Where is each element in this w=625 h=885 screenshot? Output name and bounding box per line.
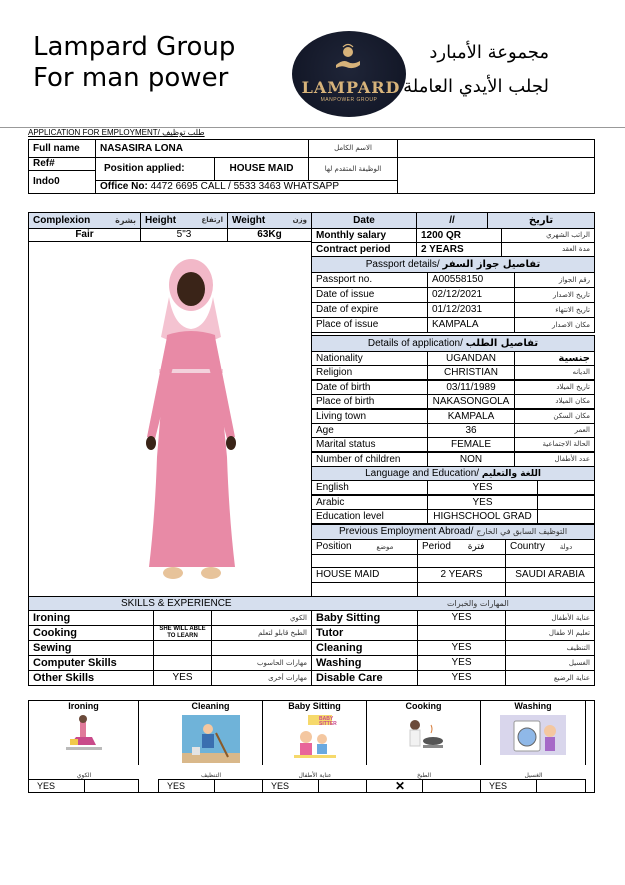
- previous-section-title: [311, 524, 595, 540]
- passport-row-value: A00558150: [427, 272, 515, 288]
- skills-title-en: SKILLS & EXPERIENCE: [121, 598, 232, 609]
- complexion-header: [28, 212, 141, 229]
- salary-ar: الراتب الشهري: [501, 228, 595, 243]
- language-title-en: Language and Education/: [365, 468, 480, 479]
- date-header: Date: [311, 212, 417, 229]
- language-title-ar: اللغة والتعليم: [481, 469, 541, 479]
- prev-position-label: Position: [316, 541, 352, 552]
- full-name-label: Full name: [28, 139, 96, 158]
- company-line-1: Lampard Group: [33, 32, 236, 62]
- baby-sitter-sign: BABY SITTER: [319, 716, 337, 727]
- passport-row-label: Date of issue: [311, 287, 428, 303]
- skill-left-label: Computer Skills: [28, 655, 154, 671]
- skill-left-value: [153, 655, 212, 671]
- passport-row-ar: رقم الجواز: [514, 272, 595, 288]
- application-row-value: UGANDAN: [427, 351, 515, 366]
- skill-left-ar: [211, 640, 312, 656]
- passport-row-value: 01/12/2031: [427, 302, 515, 318]
- language-row-value: YES: [427, 480, 538, 495]
- application-row-label: Date of birth: [311, 380, 428, 395]
- skills-title-ar: المهارات والخبرات: [447, 599, 509, 608]
- icon-column-ar: الغسيل: [524, 772, 543, 779]
- prev-period-value: 2 YEARS: [417, 567, 506, 583]
- complexion-ar: بشرة: [115, 216, 136, 225]
- application-row-label: Marital status: [311, 437, 428, 452]
- prev-period-ar: فترة: [467, 542, 485, 552]
- height-ar: ارتفاع: [201, 216, 223, 224]
- application-row-value: NON: [427, 452, 515, 467]
- language-row-label: English: [311, 480, 428, 495]
- full-name-value: NASASIRA LONA: [95, 139, 309, 158]
- skill-right-value: YES: [417, 640, 506, 656]
- period-label: Contract period: [311, 242, 417, 257]
- previous-title-ar: التوظيف السابق في الخارج: [476, 527, 568, 536]
- skill-left-ar: مهارات الحاسوب: [211, 655, 312, 671]
- language-row-blank: [537, 480, 595, 495]
- application-row-label: Place of birth: [311, 394, 428, 409]
- prev-position-ar: موضع: [376, 543, 394, 551]
- passport-row-value: 02/12/2021: [427, 287, 515, 303]
- candidate-photo: [129, 257, 259, 587]
- application-row-ar: مكان السكن: [514, 409, 595, 424]
- application-row-value: FEMALE: [427, 437, 515, 452]
- prev-blank-6: [505, 582, 595, 597]
- company-ar-line-2: لجلب الأيدي العاملة: [403, 76, 549, 97]
- skill-right-ar: التنظيف: [505, 640, 595, 656]
- indo-label: Indo0: [28, 170, 96, 194]
- passport-title-en: Passport details/: [365, 259, 440, 270]
- icon-column-ar: التنظيف: [200, 772, 222, 779]
- washing-icon: [481, 713, 586, 765]
- baby-sitting-icon: [263, 713, 367, 765]
- passport-row-ar: تاريخ الاصدار: [514, 287, 595, 303]
- salary-label: Monthly salary: [311, 228, 417, 243]
- prev-blank-4: [311, 582, 418, 597]
- icon-column-title: Cooking: [367, 701, 481, 714]
- top-info-blank: [397, 157, 595, 194]
- header: [0, 0, 625, 128]
- office-value: 4472 6695 CALL / 5533 3463 WHATSAPP: [150, 181, 340, 192]
- application-row-label: Number of children: [311, 452, 428, 467]
- prev-position-header: [311, 539, 418, 555]
- passport-row-label: Passport no.: [311, 272, 428, 288]
- company-name-en: [33, 32, 235, 94]
- icon-column-title: Cleaning: [159, 701, 263, 714]
- height-value: 5"3: [140, 228, 228, 242]
- skill-left-ar: الكوي: [211, 610, 312, 626]
- icon-column-value: ✕: [366, 779, 481, 793]
- skill-left-ar: الطبخ قابلو لتعلم: [211, 625, 312, 641]
- language-row-value: HIGHSCHOOL GRAD: [427, 509, 538, 524]
- icon-value-divider: [422, 779, 423, 793]
- height-label: Height: [145, 215, 177, 226]
- icon-value-divider: [318, 779, 319, 793]
- icon-column-ar: عناية الأطفال: [298, 772, 332, 779]
- skill-right-ar: تعليم الا طفال: [505, 625, 595, 641]
- skill-right-label: Tutor: [311, 625, 418, 641]
- icon-column-title: Baby Sitting: [263, 701, 367, 714]
- icon-column-value: YES: [480, 779, 586, 793]
- language-row-blank: [537, 509, 595, 524]
- company-logo: [292, 31, 406, 117]
- application-row-value: CHRISTIAN: [427, 365, 515, 380]
- previous-title-en: Previous Employment Abroad/: [338, 526, 474, 537]
- skill-right-ar: عناية الأطفال: [505, 610, 595, 626]
- passport-row-ar: مكان الاصدار: [514, 317, 595, 333]
- weight-value: 63Kg: [227, 228, 312, 242]
- application-row-ar: مكان الميلاد: [514, 394, 595, 409]
- skill-right-label: Disable Care: [311, 670, 418, 686]
- icon-column-title: Ironing: [29, 701, 139, 714]
- complexion-value: Fair: [28, 228, 141, 242]
- skill-left-label: Other Skills: [28, 670, 154, 686]
- skill-left-value: [153, 610, 212, 626]
- language-row-label: Arabic: [311, 495, 428, 510]
- photo-frame: [28, 241, 312, 597]
- prev-country-header: [505, 539, 595, 555]
- weight-header: [227, 212, 312, 229]
- icon-column-value: YES: [28, 779, 139, 793]
- application-row-ar: عدد الأطفال: [514, 452, 595, 467]
- position-value: HOUSE MAID: [214, 157, 309, 181]
- application-row-label: Living town: [311, 409, 428, 424]
- cleaning-icon: [159, 713, 263, 765]
- ref-label: Ref#: [28, 157, 96, 171]
- prev-period-header: [417, 539, 506, 555]
- skill-right-ar: الغسيل: [505, 655, 595, 671]
- logo-subtext: MANPOWER GROUP: [320, 97, 378, 103]
- skill-left-value: [153, 640, 212, 656]
- skill-left-label: Sewing: [28, 640, 154, 656]
- skill-right-label: Cleaning: [311, 640, 418, 656]
- prev-country-ar: دولة: [559, 543, 573, 551]
- prev-blank-1: [311, 554, 418, 568]
- language-row-label: Education level: [311, 509, 428, 524]
- salary-value: 1200 QR: [416, 228, 502, 243]
- skill-left-label: Cooking: [28, 625, 154, 641]
- application-row-value: NAKASONGOLA: [427, 394, 515, 409]
- application-title-en: Details of application/: [367, 338, 463, 349]
- logo-text: LAMPARD: [301, 78, 401, 97]
- prev-position-value: HOUSE MAID: [311, 567, 418, 583]
- application-row-label: Nationality: [311, 351, 428, 366]
- icon-column-ar: الطبخ: [416, 772, 432, 779]
- passport-row-value: KAMPALA: [427, 317, 515, 333]
- logo-hand-icon: [333, 43, 363, 73]
- company-line-2: For man power: [33, 63, 229, 93]
- passport-row-label: Place of issue: [311, 317, 428, 333]
- skill-left-label: Ironing: [28, 610, 154, 626]
- weight-label: Weight: [232, 215, 266, 226]
- full-name-extra: [397, 139, 595, 158]
- position-ar: الوظيفة المتقدم لها: [308, 157, 398, 181]
- prev-blank-2: [417, 554, 506, 568]
- skill-right-label: Washing: [311, 655, 418, 671]
- height-header: [140, 212, 228, 229]
- prev-period-label: Period: [422, 541, 451, 552]
- application-row-ar: العمر: [514, 423, 595, 438]
- passport-row-label: Date of expire: [311, 302, 428, 318]
- position-label: Position applied:: [95, 157, 215, 181]
- skill-right-value: [417, 625, 506, 641]
- date-value: //: [416, 212, 488, 229]
- application-row-value: KAMPALA: [427, 409, 515, 424]
- passport-section-title: [311, 256, 595, 273]
- application-row-value: 03/11/1989: [427, 380, 515, 395]
- office-label: Office No:: [100, 181, 148, 192]
- complexion-label: Complexion: [33, 215, 91, 226]
- application-row-ar: تاريخ الميلاد: [514, 380, 595, 395]
- skill-right-ar: عناية الرضيع: [505, 670, 595, 686]
- application-row-ar: الديانه: [514, 365, 595, 380]
- icon-column-ar: الكوي: [76, 772, 92, 779]
- company-ar-line-1: مجموعة الأمبارد: [429, 42, 549, 63]
- icon-column-value: YES: [262, 779, 367, 793]
- period-value: 2 YEARS: [416, 242, 502, 257]
- skill-right-label: Baby Sitting: [311, 610, 418, 626]
- prev-blank-5: [417, 582, 506, 597]
- application-section-title: [311, 335, 595, 352]
- icon-value-divider: [536, 779, 537, 793]
- office-number: [95, 180, 398, 194]
- period-ar: مدة العقد: [501, 242, 595, 257]
- icon-value-divider: [84, 779, 85, 793]
- icon-column-title: Washing: [481, 701, 586, 714]
- passport-title-ar: تفاصيل جواز السفر: [442, 259, 541, 270]
- icon-column-value: YES: [158, 779, 263, 793]
- prev-country-value: SAUDI ARABIA: [505, 567, 595, 583]
- application-title: APPLICATION FOR EMPLOYMENT/ طلب توظيف: [28, 128, 205, 137]
- weight-ar: وزن: [292, 216, 307, 224]
- date-ar: تاريخ: [487, 212, 595, 229]
- company-name-ar: [403, 36, 549, 104]
- application-row-value: 36: [427, 423, 515, 438]
- skill-left-ar: مهارات أخرى: [211, 670, 312, 686]
- skill-right-value: YES: [417, 670, 506, 686]
- language-section-title: [311, 466, 595, 481]
- icon-value-divider: [214, 779, 215, 793]
- skills-section-title: [28, 596, 595, 611]
- language-row-blank: [537, 495, 595, 510]
- ironing-icon: [29, 713, 139, 765]
- application-row-ar: جنسية: [514, 351, 595, 366]
- passport-row-ar: تاريخ الانتهاء: [514, 302, 595, 318]
- application-row-label: Religion: [311, 365, 428, 380]
- skill-right-value: YES: [417, 610, 506, 626]
- cooking-icon: [367, 713, 481, 765]
- language-row-value: YES: [427, 495, 538, 510]
- skill-left-value: YES: [153, 670, 212, 686]
- application-row-label: Age: [311, 423, 428, 438]
- application-title-ar: تفاصيل الطلب: [465, 338, 539, 349]
- application-row-ar: الحالة الاجتماعية: [514, 437, 595, 452]
- skill-left-value: SHE WILL ABLE TO LEARN: [153, 625, 212, 641]
- skill-right-value: YES: [417, 655, 506, 671]
- prev-country-label: Country: [510, 541, 546, 552]
- prev-blank-3: [505, 554, 595, 568]
- full-name-ar: الاسم الكامل: [308, 139, 398, 158]
